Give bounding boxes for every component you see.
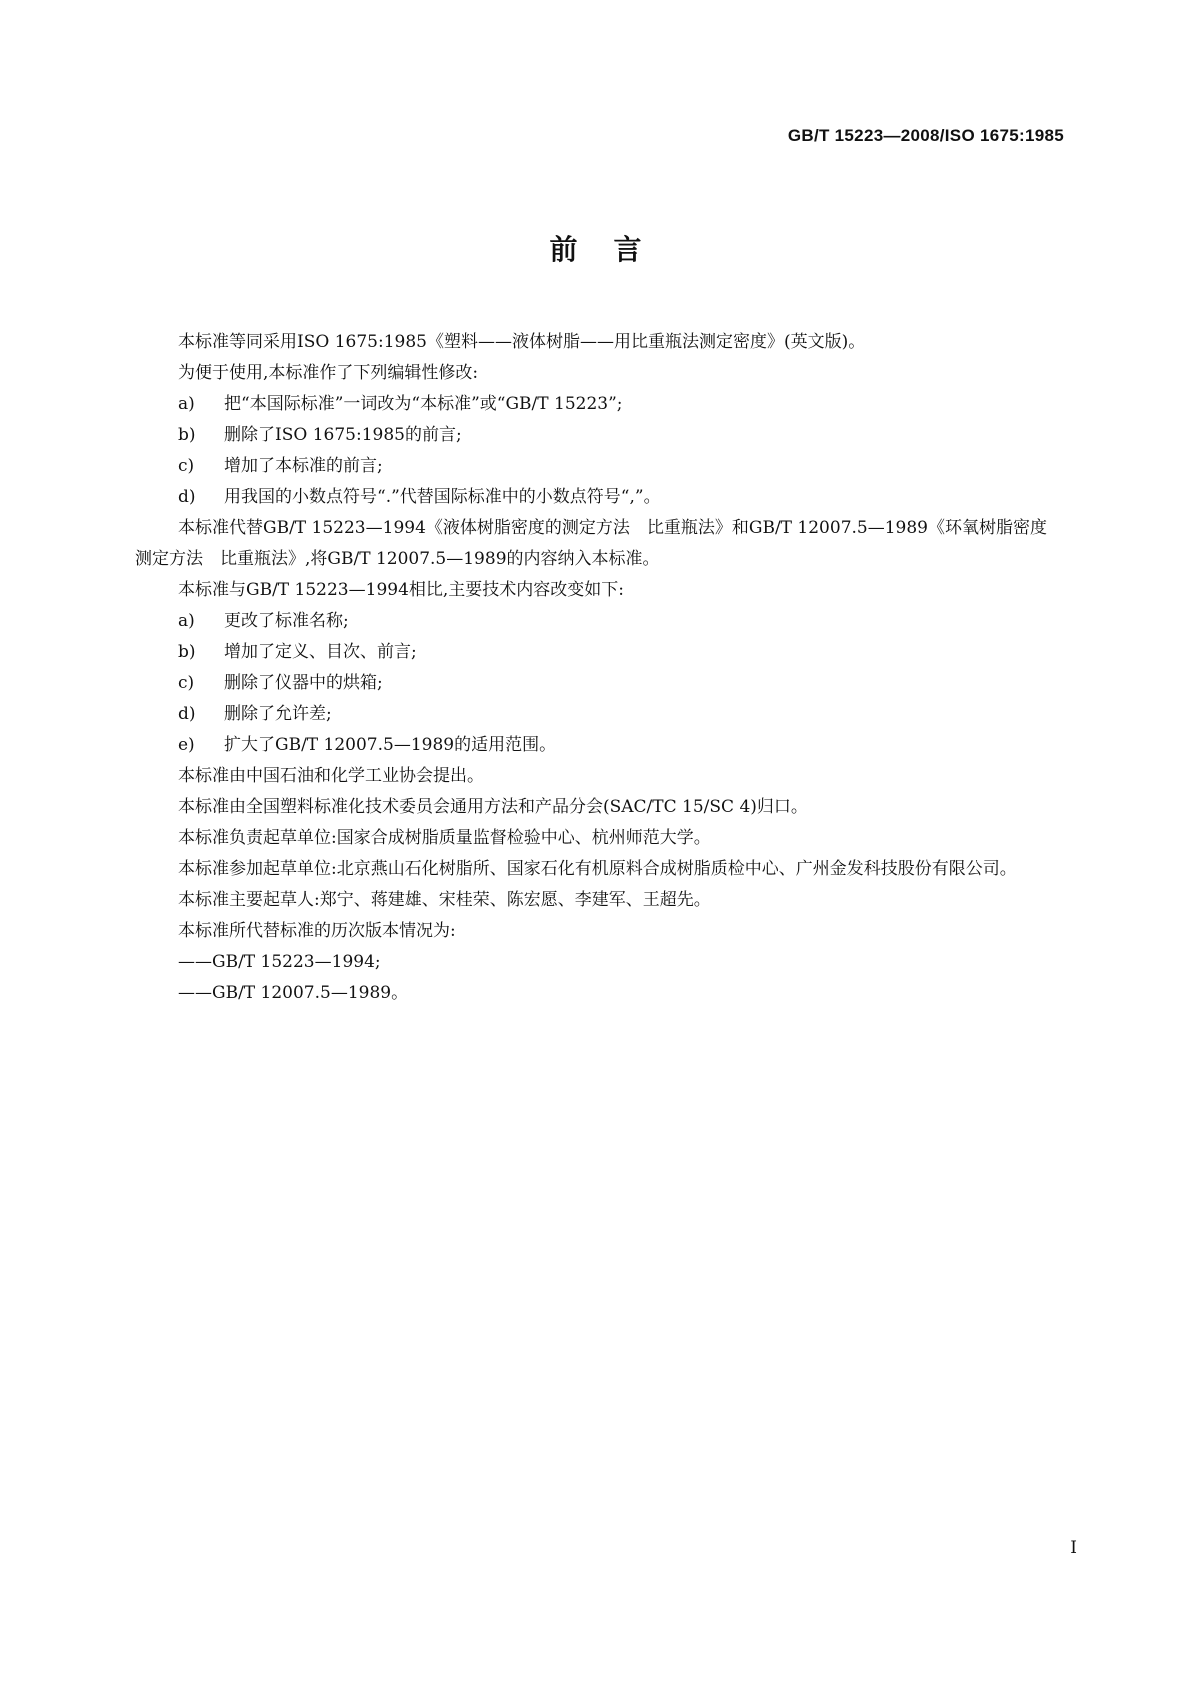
list-item [135,730,1063,761]
list-item-label: c) [178,673,195,693]
paragraph-replacement: 本标准代替GB/T 15223—1994《液体树脂密度的测定方法 比重瓶法》和GB/T 12007.5—1989《环氧树脂密度测定方法 比重瓶法》,将GB/T 12007.5—1989的内容纳入本标准。 [135,518,1047,569]
list-item-label: e) [178,735,195,755]
paragraph-adoption: 本标准等同采用ISO 1675:1985《塑料——液体树脂——用比重瓶法测定密度》(英文版)。 [178,332,866,352]
list-item-label: d) [178,487,196,507]
paragraph-proposer: 本标准由中国石油和化学工业协会提出。 [178,766,484,786]
foreword-body [135,327,1063,1009]
list-item-text: 用我国的小数点符号“.”代替国际标准中的小数点符号“,”。 [224,487,661,507]
list-item-text: 把“本国际标准”一词改为“本标准”或“GB/T 15223”; [224,394,623,414]
paragraph-drafting-unit: 本标准负责起草单位:国家合成树脂质量监督检验中心、杭州师范大学。 [178,828,711,848]
paragraph-history-intro: 本标准所代替标准的历次版本情况为: [178,921,456,941]
page-title: 前言 [549,233,678,266]
paragraph-changes-intro: 本标准与GB/T 15223—1994相比,主要技术内容改变如下: [178,580,625,600]
list-item-label: b) [178,425,196,445]
list-item-label: a) [178,611,195,631]
list-item-text: 删除了仪器中的烘箱; [224,673,383,693]
history-item: ——GB/T 12007.5—1989。 [178,983,409,1003]
list-item-label: d) [178,704,196,724]
list-item [135,606,1063,637]
list-item [135,451,1063,482]
list-item-text: 删除了允许差; [224,704,332,724]
paragraph-editorial-intro: 为便于使用,本标准作了下列编辑性修改: [178,363,479,383]
history-item: ——GB/T 15223—1994; [178,952,381,972]
list-item-label: a) [178,394,195,414]
paragraph-participating-units: 本标准参加起草单位:北京燕山石化树脂所、国家石化有机原料合成树脂质检中心、广州金发科技股份有限公司。 [178,859,1017,879]
page-number: I [1070,1538,1077,1558]
list-item-text: 更改了标准名称; [224,611,349,631]
list-item-text: 增加了定义、目次、前言; [224,642,417,662]
list-item [135,637,1063,668]
list-item [135,420,1063,451]
list-item [135,389,1063,420]
list-item-label: b) [178,642,196,662]
list-item-label: c) [178,456,195,476]
list-item-text: 删除了ISO 1675:1985的前言; [224,425,462,445]
list-item [135,482,1063,513]
paragraph-responsible-committee: 本标准由全国塑料标准化技术委员会通用方法和产品分会(SAC/TC 15/SC 4)归口。 [178,797,808,817]
paragraph-drafters: 本标准主要起草人:郑宁、蒋建雄、宋桂荣、陈宏愿、李建军、王超先。 [178,890,711,910]
list-item [135,699,1063,730]
list-item [135,668,1063,699]
list-item-text: 增加了本标准的前言; [224,456,383,476]
standard-code-header: GB/T 15223—2008/ISO 1675:1985 [787,126,1064,145]
list-item-text: 扩大了GB/T 12007.5—1989的适用范围。 [224,735,557,755]
